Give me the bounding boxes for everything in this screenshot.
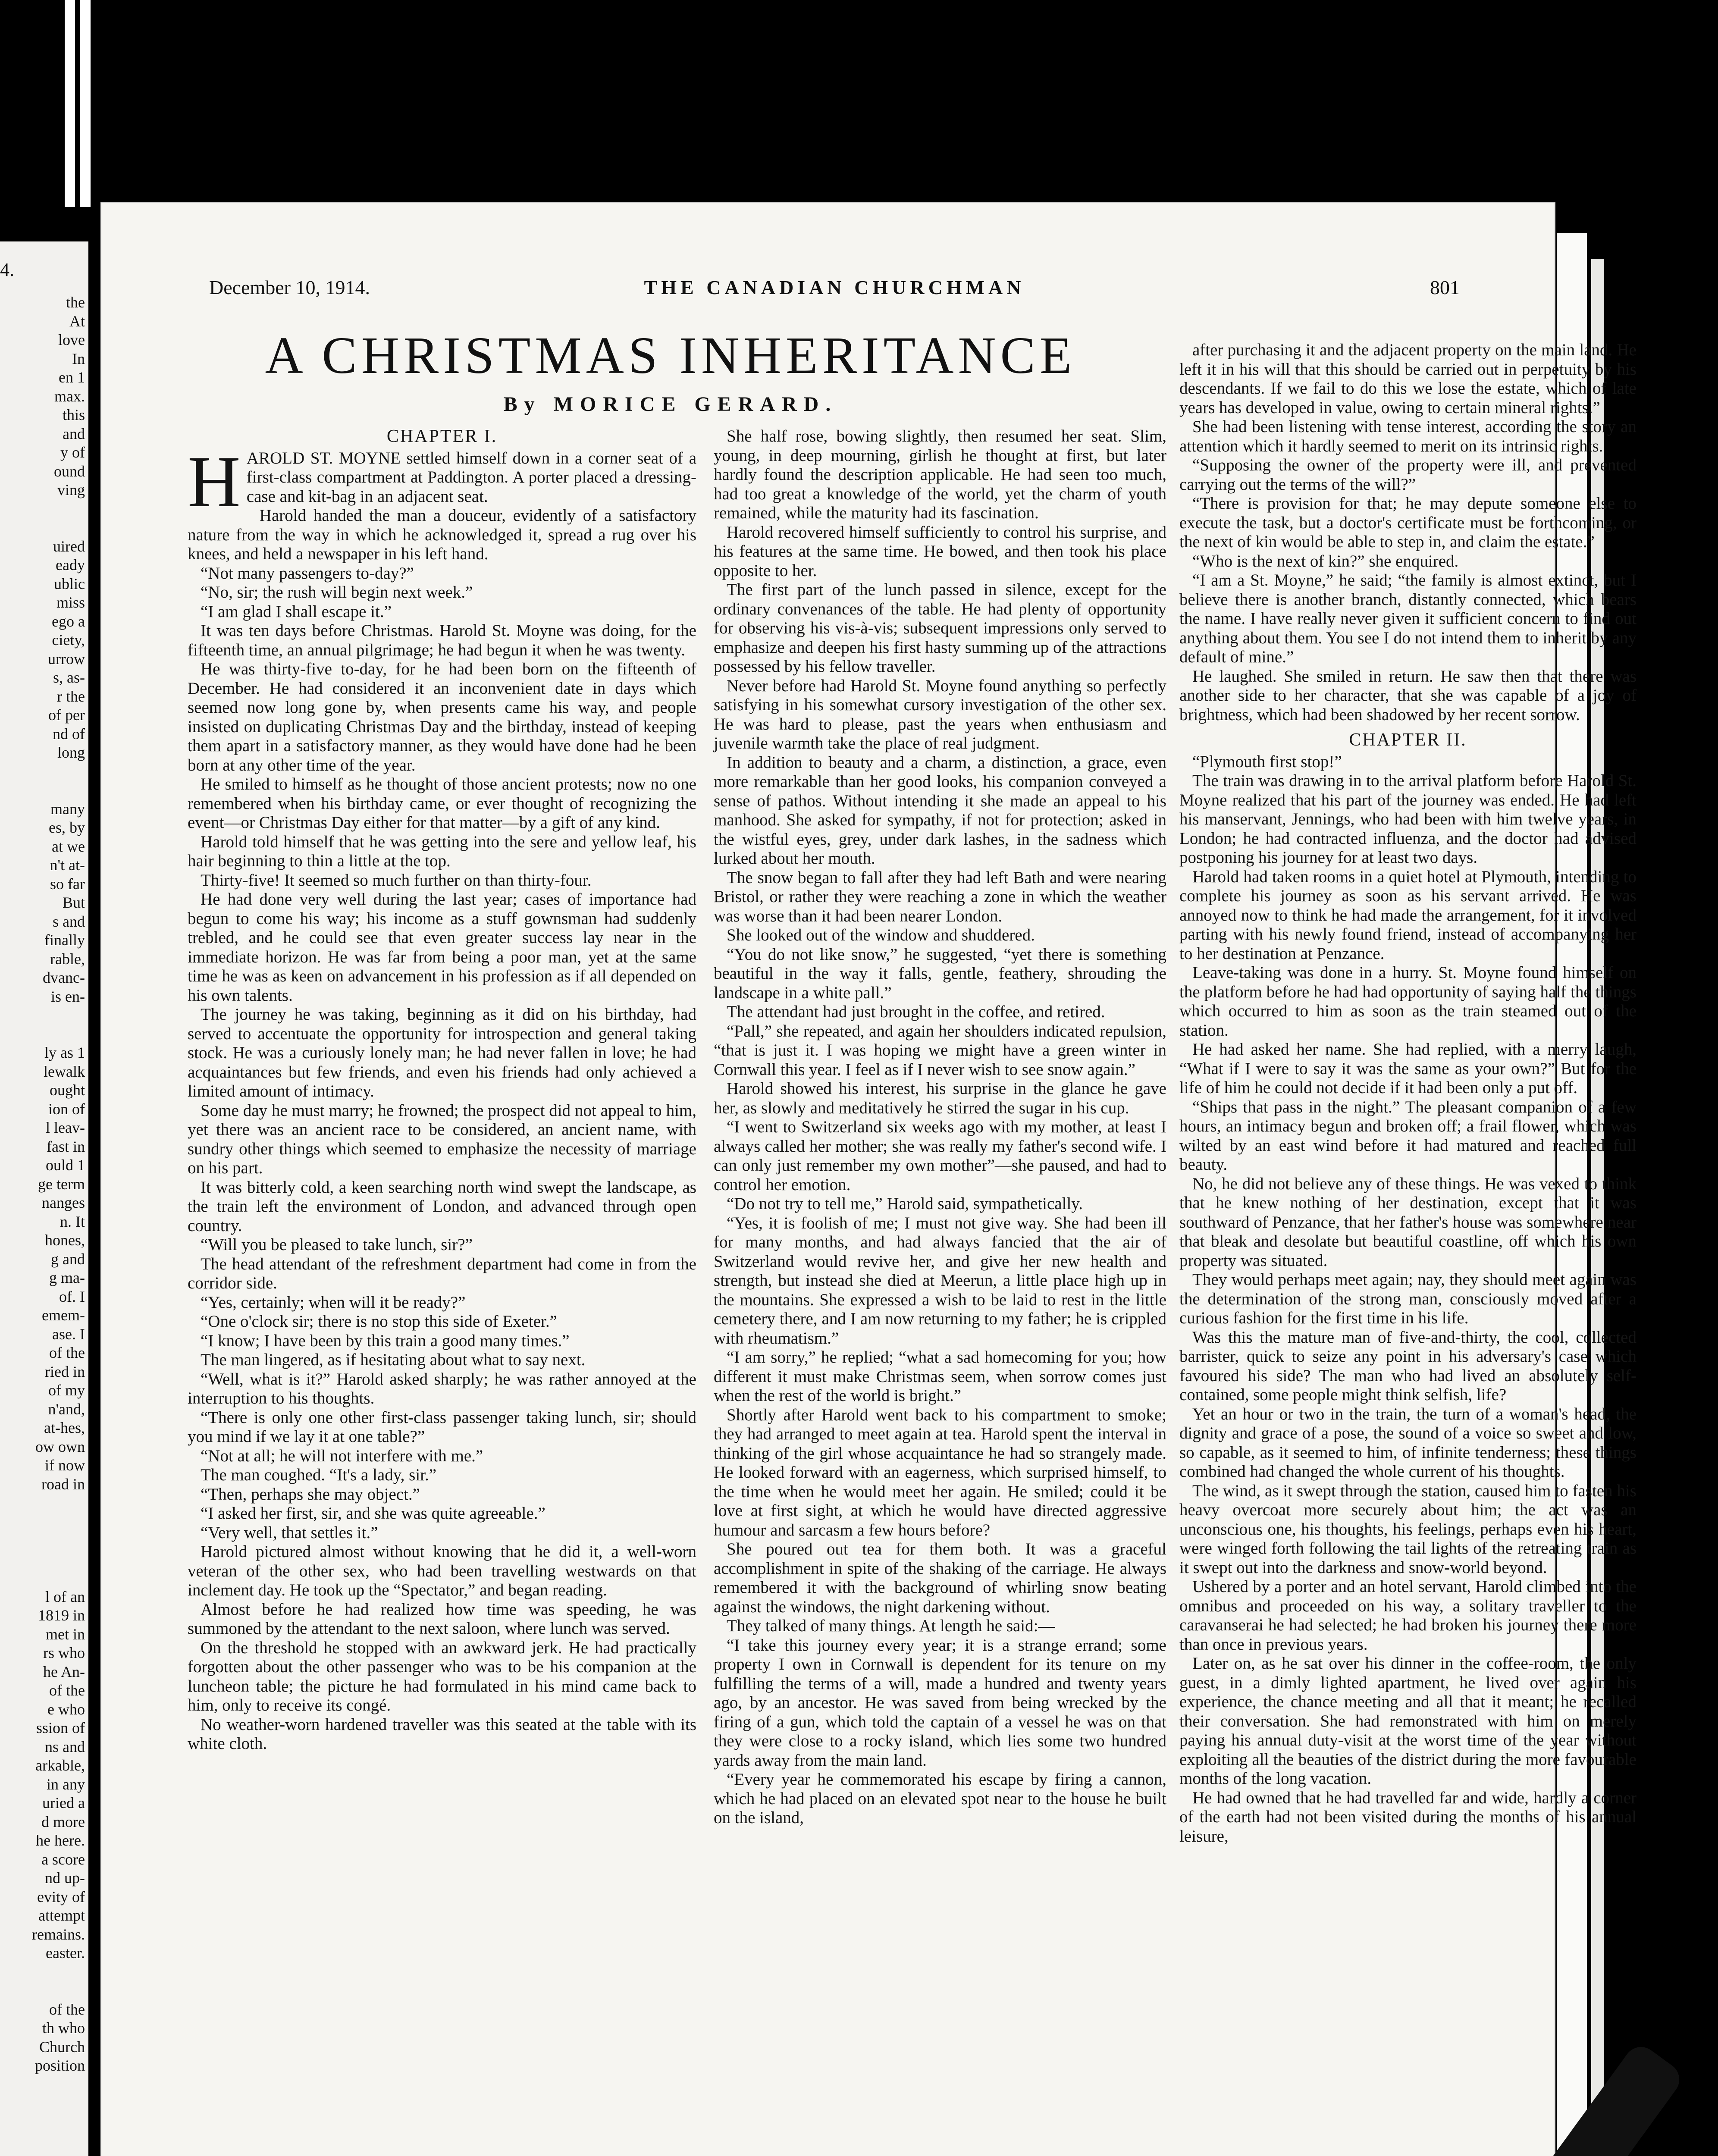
facing-page-line: s and	[53, 912, 85, 930]
facing-page-line: d more	[41, 1813, 85, 1830]
facing-page-line: is en-	[51, 987, 85, 1005]
facing-page-line: n. It	[60, 1213, 85, 1230]
facing-page-line: In	[72, 350, 85, 367]
facing-page-line: he here.	[36, 1832, 85, 1849]
facing-page-line: l leav-	[46, 1119, 85, 1136]
paragraph: The head attendant of the refreshment department had come in from the corridor side.	[188, 1254, 696, 1292]
facing-page-line: finally	[44, 931, 85, 949]
paragraph: Later on, as he sat over his dinner in the coffee-room, the only guest, in a dimly lighted apartment, he lived over again his experience, the chance meeting and all that it meant; he recalled their conversation. She had remonstrated with him on merely paying his annual duty-visit at the worst time of the year without exploiting all the beauties of the district during the more favourable months of the long vacation.	[1179, 1654, 1636, 1788]
paragraph: They talked of many things. At length he said:—	[727, 1617, 1055, 1635]
paragraph: after purchasing it and the adjacent property on the main land. He left it in his will that this should be carried out in perpetuity by his descendants. If we fail to do this we lose the estate, which of late years has developed in value, owing to certain mineral rights.”	[1179, 341, 1636, 417]
paragraph: “Well, what is it?” Harold asked sharply; he was rather annoyed at the interruption to his thoughts.	[188, 1369, 696, 1407]
facing-page-line: of my	[48, 1382, 85, 1399]
facing-page-line: ving	[57, 481, 85, 498]
facing-page-line: a score	[41, 1850, 85, 1868]
facing-page-line: ion of	[48, 1100, 85, 1118]
facing-page-line: ly as 1	[44, 1044, 85, 1061]
paragraph: He smiled to himself as he thought of those ancient protests; now no one remembered when his birthday came, or ever thought of recognizing the event—or Christmas Day either for that matter—by a gift of any kind.	[188, 775, 696, 832]
binding-strip-top	[65, 0, 91, 207]
column-2-body	[714, 427, 1166, 1828]
paragraph: Harold recovered himself sufficiently to control his surprise, and his features at the same time. He bowed, and then took his place opposite to her.	[714, 523, 1166, 580]
paragraph: “Not many passengers to-day?”	[201, 564, 414, 583]
facing-page-line: emem-	[42, 1307, 85, 1324]
facing-page-line: met in	[46, 1625, 85, 1643]
page-number: 801	[1430, 276, 1460, 298]
facing-page-fragment	[0, 241, 88, 2156]
facing-page-line: this	[62, 406, 85, 423]
facing-page-line: road in	[41, 1475, 85, 1493]
paragraph: Leave-taking was done in a hurry. St. Moyne found himself on the platform before he had had opportunity of saying half the things which occurred to him as soon as the train steamed out of the station.	[1179, 963, 1636, 1040]
facing-page-line: y of	[60, 444, 85, 461]
facing-page-line: ego a	[52, 612, 85, 630]
facing-page-line: ciety,	[52, 631, 85, 649]
paragraph: “I am glad I shall escape it.”	[201, 602, 392, 621]
paragraph: “I went to Switzerland six weeks ago with my mother, at least I always called her mother; she was really my father's second wife. I can only just remember my own mother”—she paused, and had to control her emotion.	[714, 1118, 1166, 1194]
paragraph: “I am sorry,” he replied; “what a sad homecoming for you; how different it must make Christmas seem, when sorrow comes just when the rest of the world is bright.”	[714, 1348, 1166, 1405]
column-3	[1179, 341, 1636, 1846]
paragraph: Harold told himself that he was getting into the sere and yellow leaf, his hair beginning to thin a little at the top.	[188, 832, 696, 870]
paragraph: She half rose, bowing slightly, then resumed her seat. Slim, young, in deep mourning, girlish he thought at first, but later hardly found the description applicable. He had seen too much, had too great a knowledge of the world, yet the charm of youth remained, while the maturity had its fascination.	[714, 427, 1166, 522]
paragraph: “Pall,” she repeated, and again her shoulders indicated repulsion, “that is just it. I was hoping we might have a green winter in Cornwall this year. I feel as if I never wish to see snow again.”	[714, 1022, 1166, 1079]
facing-page-line: l of an	[45, 1588, 85, 1605]
facing-page-line: dvanc-	[43, 969, 85, 986]
paragraph: He had done very well during the last year; cases of importance had begun to come his way; his income as a stuff gownsman had suddenly trebled, and he could see that even greater success lay near in the immediate horizon. He was far from being a poor man, yet at the same time he was as keen on advancement in his profession as if all depended on his own talents.	[188, 890, 696, 1005]
paragraph: “Yes, certainly; when will it be ready?”	[201, 1293, 466, 1312]
facing-page-line: n'and,	[48, 1400, 85, 1418]
facing-page-line: lewalk	[44, 1062, 85, 1080]
facing-page-line: rs who	[43, 1644, 85, 1661]
paragraph: She poured out tea for them both. It was a graceful accomplishment in spite of the shaking of the carriage. He always remembered it with the background of whirling snow beating against the windows, the night darkening without.	[714, 1540, 1166, 1616]
facing-page-line: r the	[57, 687, 85, 705]
column-1	[188, 427, 696, 1754]
paragraph: In addition to beauty and a charm, a distinction, a grace, even more remarkable than her good looks, his companion conveyed a sense of pathos. Without intending it she made an appeal to his manhood. She asked for sympathy, if not for protection; asked in the wistful eyes, grey, under dark lashes, in the sadness which lurked about her mouth.	[714, 753, 1166, 868]
facing-page-line: at we	[52, 837, 85, 855]
facing-page-line: of the	[49, 1344, 85, 1361]
paragraph: “Ships that pass in the night.” The pleasant companion of a few hours, an intimacy begun and broken off; a frail flower, which was wilted by an east wind before it had matured and reached full beauty.	[1179, 1097, 1636, 1174]
opening-paragraph: HAROLD ST. MOYNE settled himself down in a corner seat of a first-class compartment at Paddington. A porter placed a dressing-case and kit-bag in an adjacent seat.	[188, 441, 696, 522]
facing-page-line: ried in	[45, 1363, 85, 1380]
column-3-body	[1179, 341, 1636, 724]
paragraph: The snow began to fall after they had left Bath and were nearing Bristol, or rather they were reaching a zone in which the weather was worse than it had been nearer London.	[714, 868, 1166, 925]
facing-page-line: g ma-	[49, 1269, 85, 1286]
facing-page-line: nd of	[53, 725, 85, 743]
paragraph: “I take this journey every year; it is a strange errand; some property I own in Cornwall is dependent for its tenure on my fulfilling the terms of a will, made a hundred and twenty years ago, by an ancestor. He was saved from being wrecked by the firing of a gun, which told the captain of a vessel he was on that they were close to a rocky island, which lies some two hundred yards away from the main land.	[714, 1636, 1166, 1770]
facing-page-line: of the	[49, 2000, 85, 2018]
paragraph: “I am a St. Moyne,” he said; “the family is almost extinct, but I believe there is another branch, distantly connected, which bears the name. I have really never given it sufficient concern to find out anything about them. You see I do not intend them to inherit by any default of mine.”	[1179, 571, 1636, 666]
paragraph: It was ten days before Christmas. Harold St. Moyne was doing, for the fifteenth time, an annual pilgrimage; he had begun it when he was twenty.	[188, 621, 696, 659]
facing-page-line: the	[66, 294, 85, 311]
paragraph: “You do not like snow,” he suggested, “yet there is something beautiful in the way it falls, gentle, feathery, shrouding the landscape in a white pall.”	[714, 945, 1166, 1002]
chapter-1-heading: CHAPTER I.	[386, 426, 498, 446]
paragraph: “Yes, it is foolish of me; I must not give way. She had been ill for many months, and had always fancied that the air of Switzerland would revive her, and give her new health and strength, but instead she died at Meerun, a little place high up in the mountains. She expressed a wish to be laid to rest in the little cemetery there, and I am now returning to my father; he is crippled with rheumatism.”	[714, 1213, 1166, 1348]
paragraph: Almost before he had realized how time was speeding, he was summoned by the attendant to the next saloon, where lunch was served.	[188, 1600, 696, 1638]
newspaper-page	[101, 203, 1636, 2156]
paragraph: He had owned that he had travelled far and wide, hardly a corner of the earth had not been visited during the months of his annual leisure,	[1179, 1788, 1636, 1846]
paragraph: It was bitterly cold, a keen searching north wind swept the landscape, as the train left the environment of London, and advanced through open country.	[188, 1178, 696, 1235]
page-header	[209, 276, 1460, 302]
facing-page-line: But	[62, 894, 85, 911]
facing-page-line: n't at-	[50, 856, 85, 874]
facing-page-line: rable,	[50, 950, 85, 968]
facing-page-line: es, by	[49, 819, 85, 836]
facing-page-line: at-hes,	[44, 1419, 85, 1436]
paragraph: The journey he was taking, beginning as it did on his birthday, had served to accentuate the opportunity for introspection and general taking stock. He was a curiously lonely man; he had never fallen in love; he had acquaintances but few friends, and even his friends had only achieved a limited amount of intimacy.	[188, 1005, 696, 1100]
paragraph: Harold pictured almost without knowing that he did it, a well-worn veteran of the other sex, who had been travelling westwards on that inclement day. He took up the “Spectator,” and began reading.	[188, 1542, 696, 1599]
facing-page-line: At	[69, 312, 85, 330]
facing-page-line: attempt	[38, 1907, 85, 1924]
facing-page-line: th who	[42, 2019, 85, 2037]
paragraph: No weather-worn hardened traveller was this seated at the table with its white cloth.	[188, 1715, 696, 1753]
paragraph: Harold had taken rooms in a quiet hotel at Plymouth, intending to complete his journey as soon as his servant arrived. He was annoyed now to think he had made the arrangement, for it involved parting with his newly found friend, instead of accompanying her to her destination at Penzance.	[1179, 867, 1636, 963]
paragraph: The wind, as it swept through the station, caused him to fasten his heavy overcoat more securely about him; the act was an unconscious one, his thoughts, his feelings, perhaps even his heart, were winged forth following the tail lights of the retreating train as it swept out into the darkness and snow-world beyond.	[1179, 1481, 1636, 1577]
facing-page-line: in any	[47, 1775, 85, 1793]
facing-page-line: s, as-	[53, 669, 85, 686]
facing-page-line: and	[63, 425, 85, 442]
paragraph: “There is only one other first-class passenger taking lunch, sir; should you mind if we lay it at one table?”	[188, 1408, 696, 1446]
paragraph: “I asked her first, sir, and she was quite agreeable.”	[201, 1504, 545, 1523]
facing-page-line: nanges	[42, 1194, 85, 1211]
paragraph: They would perhaps meet again; nay, they should meet again was the determination of the strong man, consciously moved after a curious fashion for the first time in his life.	[1179, 1270, 1636, 1327]
paragraph: Thirty-five! It seemed so much further on than thirty-four.	[201, 871, 592, 890]
paragraph: “Supposing the owner of the property were ill, and prevented carrying out the terms of the will?”	[1179, 456, 1636, 494]
facing-page-line: uired	[53, 537, 85, 555]
paragraph: He had asked her name. She had replied, with a merry laugh, “What if I were to say it was the same as your own?” But for the life of him he could not decide if it had been only a put off.	[1179, 1040, 1636, 1097]
facing-page-line: ase. I	[52, 1325, 85, 1343]
paragraph: “No, sir; the rush will begin next week.”	[201, 583, 473, 602]
paragraph: “I know; I have been by this train a good many times.”	[201, 1331, 570, 1350]
facing-page-line: long	[57, 744, 85, 761]
facing-page-line: e who	[47, 1700, 85, 1718]
paragraph: Yet an hour or two in the train, the turn of a woman's head, the dignity and grace of a pose, the sound of a voice so sweet and low, so capable, as it seemed to him, of infinite tenderness; these things combined had changed the whole current of his thoughts.	[1179, 1404, 1636, 1481]
facing-page-line: ought	[49, 1081, 85, 1099]
column-2	[714, 427, 1166, 1828]
facing-page-line: ns and	[45, 1738, 85, 1755]
facing-page-line: arkable,	[35, 1757, 85, 1774]
facing-page-line: of per	[48, 706, 85, 724]
paragraph: No, he did not believe any of these things. He was vexed to think that he knew nothing of her destination, except that it was southward of Penzance, that her father's house was somewhere near that bleak and desolate but beautiful coastline, off which his own property was situated.	[1179, 1174, 1636, 1270]
paragraph: Harold handed the man a douceur, evidently of a satisfactory nature from the way in which he acknowledged it, spread a rug over his knees, and held a newspaper in his left hand.	[188, 506, 696, 563]
paragraph: The train was drawing in to the arrival platform before Harold St. Moyne realized that his part of the journey was ended. He had left his manservant, Jennings, who had been with him twelve years, in London; he had contracted influenza, and the doctor had advised postponing his journey for at least two days.	[1179, 771, 1636, 867]
facing-page-line: max.	[54, 387, 85, 405]
paragraph: “Not at all; he will not interfere with me.”	[201, 1446, 483, 1465]
facing-page-line: many	[50, 800, 85, 818]
facing-page-line: urrow	[48, 650, 85, 667]
paragraph: He was thirty-five to-day, for he had been born on the fifteenth of December. He had considered it an inconvenient date in days which seemed now long gone by, when presents came his way, and people insisted on duplicating Christmas Day and the birthday, instead of keeping them apart in a satisfactory manner, as they would have done had he been born at any other time of the year.	[188, 660, 696, 774]
paragraph: “One o'clock sir; there is no stop this side of Exeter.”	[201, 1312, 557, 1331]
facing-page-line: ge term	[38, 1175, 85, 1193]
facing-page-line: 1819 in	[38, 1607, 85, 1624]
article-byline: By MORICE GERARD.	[503, 393, 838, 416]
facing-page-line: hones,	[45, 1232, 85, 1249]
chapter-2-heading: CHAPTER II.	[1349, 730, 1467, 750]
paragraph: “Then, perhaps she may object.”	[201, 1485, 420, 1504]
facing-page-line: ound	[54, 462, 85, 480]
facing-page-line: ould 1	[45, 1156, 85, 1174]
journal-title: THE CANADIAN CHURCHMAN	[644, 276, 1025, 298]
facing-page-line: ow own	[35, 1438, 85, 1455]
paragraph: Was this the mature man of five-and-thirty, the cool, collected barrister, quick to seize any point in his adversary's case which favoured his side? The man who had lived an absolutely self-contained, some people might think selfish, life?	[1179, 1328, 1636, 1404]
facing-page-line: ssion of	[36, 1719, 85, 1736]
paragraph: “There is provision for that; he may depute someone else to execute the task, but a doctor's certificate must be forthcoming, or the next of kin would be able to step in, and claim the estate.”	[1179, 494, 1636, 551]
facing-page-line: if now	[45, 1457, 85, 1474]
facing-page-line: Church	[39, 2038, 85, 2056]
facing-page-line: easter.	[46, 1944, 85, 1962]
column-1-body	[188, 506, 696, 1754]
facing-page-line: en 1	[59, 369, 85, 386]
facing-page-line: so far	[50, 875, 85, 893]
paragraph: “Every year he commemorated his escape by firing a cannon, which he had placed on an elevated spot near to the house he built on the island,	[714, 1770, 1166, 1827]
paragraph: “Very well, that settles it.”	[201, 1523, 378, 1542]
facing-page-line: position	[34, 2057, 85, 2074]
issue-date: December 10, 1914.	[209, 276, 370, 298]
paragraph: Harold showed his interest, his surprise in the glance he gave her, as slowly and meditatively he stirred the sugar in his cup.	[714, 1079, 1166, 1117]
facing-page-line: nd up-	[45, 1869, 85, 1887]
paragraph: The attendant had just brought in the coffee, and retired.	[727, 1003, 1105, 1021]
paragraph: Never before had Harold St. Moyne found anything so perfectly satisfying in his somewhat cursory investigation of the other sex. He was hard to please, past the years when enthusiasm and juvenile warmth take the place of real judgment.	[714, 676, 1166, 752]
paragraph: On the threshold he stopped with an awkward jerk. He had practically forgotten about the other passenger who was to be his companion at the luncheon table; the picture he had formulated in his mind came back to him, only to receive its congé.	[188, 1638, 696, 1714]
facing-page-line: evity of	[37, 1888, 85, 1905]
facing-page-line: fast in	[47, 1138, 85, 1155]
paragraph: “Plymouth first stop!”	[1192, 752, 1342, 771]
paragraph: “Who is the next of kin?” she enquired.	[1192, 552, 1459, 570]
drop-cap: H	[188, 441, 241, 522]
paragraph: He laughed. She smiled in return. He saw then that there was another side to her character, that she was capable of a joy of brightness, which had been shadowed by her recent sorrow.	[1179, 667, 1636, 724]
paragraph: She had been listening with tense interest, according the story an attention which it hardly seemed to merit on its intrinsic rights.	[1179, 417, 1636, 455]
facing-page-line: love	[58, 331, 85, 348]
facing-page-line: of. I	[59, 1288, 85, 1305]
paragraph: Shortly after Harold went back to his compartment to smoke; they had arranged to meet again at tea. Harold spent the interval in thinking of the girl whose acquaintance he had so strangely made. He looked forward with an eagerness, which surprised himself, to the time when he would meet her again. He smiled; could it be love at first sight, at which he would have directed aggressive humour and sarcasm a few hours before?	[714, 1405, 1166, 1539]
facing-page-line: g and	[51, 1250, 85, 1268]
paragraph: The first part of the lunch passed in silence, except for the ordinary convenances of the table. He had plenty of opportunity for observing his vis-à-vis; subsequent impressions only served to emphasize and deepen his first hasty summing up of the attractions possessed by his fellow traveller.	[714, 580, 1166, 676]
paragraph: “Will you be pleased to take lunch, sir?”	[201, 1235, 473, 1254]
facing-page-line: he An-	[43, 1663, 85, 1680]
paragraph: The man coughed. “It's a lady, sir.”	[201, 1466, 437, 1484]
facing-page-number: 4.	[0, 259, 14, 280]
facing-page-line: miss	[56, 594, 85, 611]
facing-page-line: remains.	[32, 1925, 85, 1943]
column-3-chapter-2-body	[1179, 752, 1636, 1846]
paragraph: She looked out of the window and shuddered.	[727, 926, 1035, 944]
paragraph: Some day he must marry; he frowned; the prospect did not appeal to him, yet there was an ancient race to be considered, an ancient name, with sundry other things which seemed to emphasize the necessity of marriage on his part.	[188, 1101, 696, 1177]
paragraph: “Do not try to tell me,” Harold said, sympathetically.	[727, 1194, 1083, 1213]
article-title: A CHRISTMAS INHERITANCE	[265, 326, 1076, 385]
facing-page-line: ublic	[54, 575, 85, 592]
paragraph: Ushered by a porter and an hotel servant, Harold climbed into the omnibus and proceeded on his way, a solitary traveller to the caravanserai he had selected; he had broken his journey there more than once in previous years.	[1179, 1577, 1636, 1654]
facing-page-line: of the	[49, 1682, 85, 1699]
facing-page-line: uried a	[42, 1794, 85, 1811]
facing-page-line: eady	[56, 556, 85, 573]
paragraph: The man lingered, as if hesitating about what to say next.	[201, 1351, 586, 1369]
